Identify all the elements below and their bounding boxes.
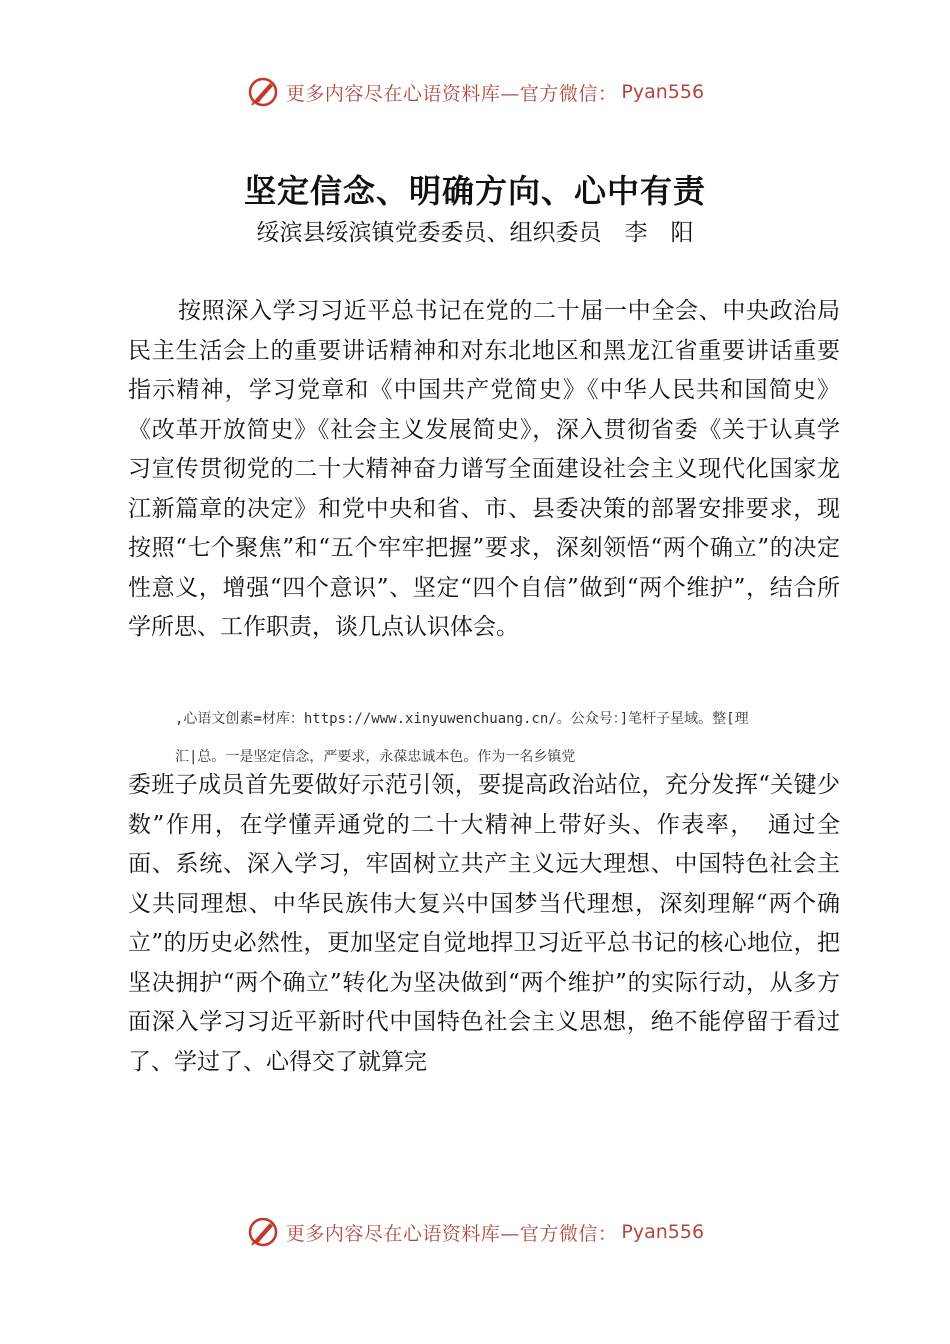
pen-circle-logo-icon: [246, 1215, 280, 1249]
footer-banner: [0, 1212, 950, 1252]
document-title: 坚定信念、明确方向、心中有责: [243, 172, 706, 210]
banner-text: 更多内容尽在心语资料库—官方微信：: [285, 1222, 618, 1245]
banner-text: 更多内容尽在心语资料库—官方微信：: [285, 82, 618, 105]
watermark-line-2: 汇|总。一是坚定信念，严要求，永葆忠诚本色。作为一名乡镇党: [175, 749, 576, 765]
pen-circle-logo-icon: [246, 75, 280, 109]
body-paragraph-1: 按照深入学习习近平总书记在党的二十届一中全会、中央政治局民主生活会上的重要讲话精神和对东北地区和黑龙江省重要讲话重要指示精神，学习党章和《中国共产党简史》《中华人民共和国简史》《改革开放简史》《社会主义发展简史》，深入贯彻省委《关于认真学习宣传贯彻党的二十大精神奋力谱写全面建设社会主义现代化国家龙江新篇章的决定》和党中央和省、市、县委决策的部署安排要求，现按照“七个聚焦”和“五个牢牢把握”要求，深刻领悟“两个确立”的决定性意义，增强“四个意识”、坚定“四个自信”做到“两个维护”，结合所学所思、工作职责，谈几点认识体会。: [128, 298, 840, 640]
header-banner: [0, 72, 950, 112]
banner-wechat-id: Pyan556: [621, 81, 705, 103]
body-paragraph-2: 委班子成员首先要做好示范引领，要提高政治站位，充分发挥“关键少数”作用，在学懂弄通党的二十大精神上带好头、作表率， 通过全面、系统、深入学习，牢固树立共产主义远大理想、中国特色社会主义共同理想、中华民族伟大复兴中国梦当代理想，深刻理解“两个确立”的历史必然性，更加坚定自觉地捍卫习近平总书记的核心地位，把坚决拥护“两个确立”转化为坚决做到“两个维护”的实际行动，从多方面深入学习习近平新时代中国特色社会主义思想，绝不能停留于看过了、学过了、心得交了就算完: [128, 772, 840, 1075]
banner-wechat-id: Pyan556: [621, 1221, 705, 1243]
watermark-line-1: ,心语文创素=材库：https://www.xinyuwenchuang.cn/。公众号：]笔杆子星域。整[理: [175, 711, 749, 727]
document-byline: 绥滨县绥滨镇党委委员、组织委员 李 阳: [256, 220, 694, 246]
